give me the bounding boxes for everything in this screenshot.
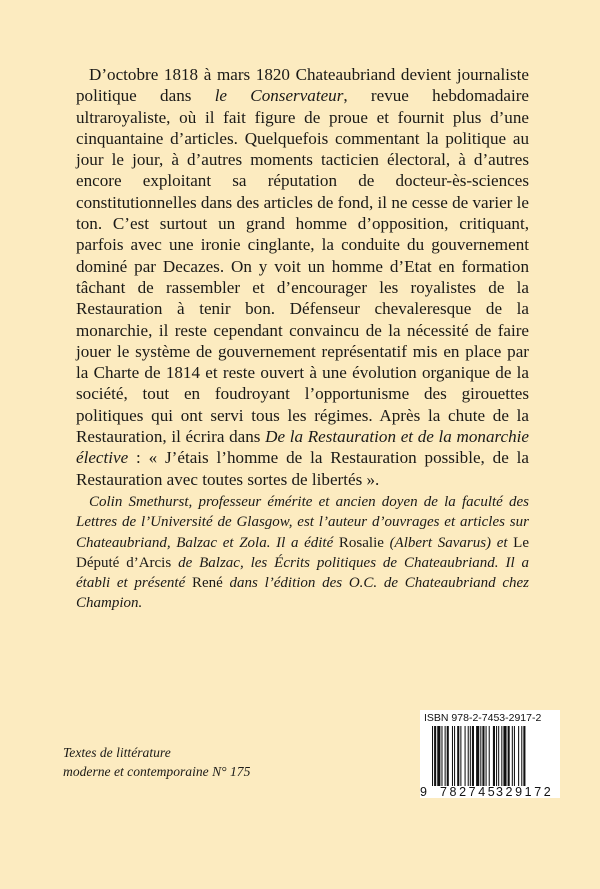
isbn-lead-digit: 9: [420, 785, 427, 799]
barcode-bar: [437, 726, 440, 786]
barcode-bar: [514, 726, 515, 786]
barcode-bar: [457, 726, 459, 786]
barcode-bar: [496, 726, 497, 786]
barcode-bar: [518, 726, 519, 786]
barcode-bar: [521, 726, 522, 786]
barcode-bar: [486, 726, 487, 786]
barcode-bar: [470, 726, 471, 786]
barcode-bar: [465, 726, 466, 786]
barcode-bar: [512, 726, 513, 786]
barcode-bar: [482, 726, 484, 786]
series-line-1: Textes de littérature: [63, 745, 171, 760]
bio-title-depute: Le Député d’Arcis: [76, 534, 529, 571]
author-bio-paragraph: [76, 492, 529, 614]
barcode-bar: [454, 726, 455, 786]
bio-text-part-4: dans l’édition des O.C. de Chateaubriand chez Champion.: [76, 575, 529, 612]
barcode-bar: [501, 726, 502, 786]
summary-text-part-1: D’octobre 1818 à mars 1820 Chateaubriand devient journaliste politique dans: [76, 65, 529, 106]
barcode-bar: [472, 726, 474, 786]
isbn-label: ISBN 978-2-7453-2917-2: [424, 712, 542, 724]
barcode-bar: [468, 726, 469, 786]
barcode-bar: [489, 726, 490, 786]
summary-title-restauration: De la Restauration et de la monarchie élective: [76, 427, 529, 468]
summary-text-part-3: : « J’étais l’homme de la Restauration possible, de la Restauration avec toutes sortes de libertés ».: [76, 448, 529, 489]
barcode-bar: [432, 726, 433, 786]
series-info: [63, 743, 343, 781]
bio-title-rosalie: Rosalie: [338, 534, 384, 551]
barcode-bar: [523, 726, 525, 786]
isbn-group-1: 782745: [440, 785, 498, 799]
isbn-group-2: 329172: [496, 785, 554, 799]
summary-title-conservateur: le Conservateur: [214, 86, 344, 106]
barcode-icon: [420, 726, 560, 786]
bio-title-rene: René: [191, 575, 223, 592]
barcode-bar: [452, 726, 453, 786]
barcode-bar: [498, 726, 499, 786]
barcode-bar: [508, 726, 510, 786]
bio-text-part-1: Colin Smethurst, professeur émérite et ancien doyen de la faculté des Lettres de l’Université de Glasgow, est l’auteur d’ouvrages et articles sur Chateaubriand, Balzac et Zola. Il a édité: [76, 494, 529, 551]
barcode-bar: [503, 726, 506, 786]
barcode-bar: [434, 726, 436, 786]
barcode-bar: [480, 726, 481, 786]
barcode-bar: [476, 726, 479, 786]
isbn-barcode-block: [420, 710, 560, 798]
barcode-bar: [460, 726, 461, 786]
barcode-bar: [441, 726, 442, 786]
summary-paragraph: [76, 64, 529, 490]
summary-text-part-2: , revue hebdomadaire ultraroyaliste, où il fait figure de proue et fournit plus d’une cinquantaine d’articles. Quelquefois commentant la politique au jour le jour, à d’autres moments tacticien électoral, à d’autres encore exploitant sa réputation de docteur-ès-sciences constitutionnelles dans des articles de fond, il ne cesse de varier le ton. C’est surtout un grand homme d’opposition, critiquant, parfois avec une ironie cinglante, la conduite du gouvernement dominé par Decazes. On y voit un homme d’Etat en formation tâchant de rassembler et d’encourager les royalistes de la Restauration à tenir bon. Défenseur chevaleresque de la monarchie, il reste cependant convaincu de la nécessité de faire jouer le système de gouvernement représentatif mis en place par la Charte de 1814 et reste ouvert à une évolution organique de la société, tout en foudroyant l’opportunisme des girouettes politiques qui ont servi tous les régimes. Après la chute de la Restauration, il écrira dans: [76, 86, 530, 447]
bio-text-part-3: de Balzac, les Écrits politiques de Chateaubriand. Il a établi et présenté: [76, 554, 530, 592]
bio-text-part-2: (Albert Savarus) et: [383, 534, 514, 551]
barcode-bar: [447, 726, 449, 786]
barcode-bar: [493, 726, 495, 786]
series-line-2: moderne et contemporaine N° 175: [63, 764, 251, 779]
barcode-bar: [445, 726, 446, 786]
